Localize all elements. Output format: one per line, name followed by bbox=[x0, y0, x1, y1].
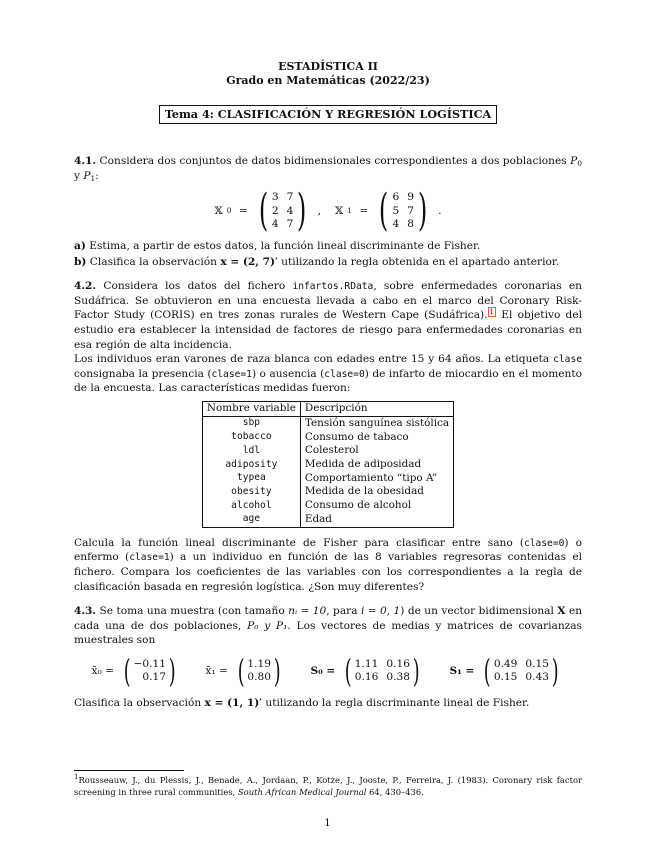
table-row bbox=[202, 458, 453, 472]
matrix-cell: 0.49 bbox=[493, 657, 518, 670]
variable-description-cell: Consumo de tabaco bbox=[304, 430, 409, 443]
matrix-cell: 7 bbox=[286, 217, 294, 230]
matrix-cell: 8 bbox=[407, 217, 414, 230]
exercise-4-1 bbox=[74, 154, 582, 269]
variable-description-cell: Colesterol bbox=[304, 444, 359, 457]
exercise-4-3 bbox=[74, 604, 582, 711]
matrix-cell: 2 bbox=[271, 204, 279, 217]
ex3-paragraph-1: 4.3. Se toma una muestra (con tamaño nᵢ = 10, para i = 0, 1) de un vector bidimensional X en cada una de dos poblaciones, P₀ y P₁. Los vectores de medias y matrices de covarianzas muestrales son bbox=[74, 605, 583, 647]
table-row bbox=[202, 485, 453, 499]
vector-cell: 0.80 bbox=[247, 671, 271, 684]
exercise-4-2 bbox=[74, 279, 582, 594]
ex2-paragraph-1: 4.2. Considera los datos del fichero infartos.RData, sobre enfermedades coronarias en Sudáfrica. Se obtuvieron en una encuesta llevada a cabo en el marco del Coronary Risk-Factor Study (CORIS) en tres zonas rurales de Western Cape (Sudáfrica). $^1$ El objetivo del estudio era establecer la intensidad de factores de riesgo para enfermedades coronarias en esa región de alta incidencia. bbox=[74, 280, 582, 351]
variable-description-cell: Comportamiento “tipo A” bbox=[304, 471, 438, 484]
matrix-x1: ( 6 9 5 7 4 8 ) bbox=[379, 185, 428, 237]
matrix-cell: 9 bbox=[407, 191, 414, 204]
vector-xbar1: ( 1.19 0.80 ) bbox=[237, 651, 281, 690]
vector-cell: 1.19 bbox=[247, 657, 271, 670]
variable-description-cell: Consumo de alcohol bbox=[304, 499, 412, 512]
ex1-item-a: a) Estima, a partir de estos datos, la función lineal discriminante de Fisher. bbox=[74, 239, 481, 252]
table-header-row bbox=[202, 402, 453, 417]
matrix-cell: 1.11 bbox=[354, 657, 379, 670]
matrix-x0: ( 3 7 2 4 4 7 ) bbox=[258, 185, 307, 237]
matrix-cell: 0.16 bbox=[386, 657, 410, 670]
header bbox=[74, 60, 582, 89]
variable-name-cell: tobacco bbox=[202, 431, 300, 445]
matrix-cell: 0.43 bbox=[525, 671, 549, 684]
footnote-rule bbox=[74, 770, 184, 771]
matrix-cell: 4 bbox=[392, 217, 400, 230]
table-row bbox=[202, 444, 453, 458]
matrix-cell: 4 bbox=[286, 204, 294, 217]
matrix-cell: 7 bbox=[407, 204, 414, 217]
ex1-matrices: 𝕏 0 = ( 3 7 2 4 4 7 ) , 𝕏 1 = ( 6 9 5 7 4 8 ) . bbox=[214, 185, 442, 237]
table-row bbox=[202, 431, 453, 445]
topic-title: Tema 4: CLASIFICACIÓN Y REGRESIÓN LOGÍSTICA bbox=[159, 105, 497, 124]
table-row bbox=[202, 499, 453, 513]
variable-description-cell: Medida de la obesidad bbox=[304, 485, 424, 498]
matrix-cell: 3 bbox=[271, 191, 279, 204]
matrix-cell: 7 bbox=[286, 191, 294, 204]
variable-name-cell: ldl bbox=[202, 444, 300, 458]
variable-name-cell: sbp bbox=[202, 416, 300, 430]
degree-title: Grado en Matemáticas (2022/23) bbox=[226, 74, 430, 88]
matrix-cell: 6 bbox=[392, 191, 400, 204]
matrix-cell: 5 bbox=[392, 204, 400, 217]
vector-cell: 0.17 bbox=[142, 671, 166, 684]
variable-description-cell: Edad bbox=[304, 512, 332, 525]
course-title: ESTADÍSTICA II bbox=[278, 60, 378, 73]
matrix-cell: 0.38 bbox=[386, 671, 410, 684]
variable-name-cell: adiposity bbox=[202, 458, 300, 472]
vector-xbar0: ( −0.11 0.17 ) bbox=[123, 651, 176, 690]
footnote: $^1$Rousseauw, J., du Plessis, J., Benade, A., Jordaan, P., Kotze, J., Jooste, P., Ferreira, J. (1983). Coronary risk factor screening in three rural communities, South African Medical Journal 64, 430–436. bbox=[74, 773, 582, 797]
matrix-cell: 0.15 bbox=[525, 657, 549, 670]
variable-name-cell: alcohol bbox=[202, 499, 300, 513]
table-row bbox=[202, 513, 453, 527]
table-row bbox=[202, 416, 453, 430]
matrix-S1: ( 0.49 0.15 0.15 0.43 ) bbox=[484, 651, 559, 690]
variable-name-cell: typea bbox=[202, 472, 300, 486]
variables-table bbox=[202, 401, 454, 528]
matrix-cell: 0.15 bbox=[493, 671, 518, 684]
table-row bbox=[202, 472, 453, 486]
vector-cell: −0.11 bbox=[133, 657, 166, 670]
table-header: Descripción bbox=[300, 402, 453, 417]
ex2-paragraph-3: Calcula la función lineal discriminante de Fisher para clasificar entre sano (clase=0) o enfermo (clase=1) a un individuo en función de las 8 variables regresoras contenidas el fichero. Compara los coeficientes de las variables con los correspondientes a la regla de clasificación basada en regresión logística. ¿Son muy diferentes? bbox=[74, 536, 582, 593]
matrix-cell: 4 bbox=[271, 217, 279, 230]
variable-name-cell: obesity bbox=[202, 485, 300, 499]
variable-description-cell: Medida de adiposidad bbox=[304, 458, 422, 470]
footnote-link[interactable]: 1 bbox=[489, 308, 495, 317]
table-header: Nombre variable bbox=[202, 402, 300, 417]
page-content bbox=[74, 60, 582, 711]
variable-name-cell: age bbox=[202, 513, 300, 527]
ex3-paragraph-2: Clasifica la observación x = (1, 1)′ utilizando la regla discriminante lineal de Fisher. bbox=[74, 697, 530, 710]
variable-description-cell: Tensión sanguínea sistólica bbox=[304, 416, 450, 429]
ex2-paragraph-2: Los individuos eran varones de raza blanca con edades entre 15 y 64 años. La etiqueta clase consignaba la presencia (clase=1) o ausencia (clase=0) de infarto de miocardio en el momento de la encuesta. Las características medidas fueron: bbox=[74, 353, 583, 395]
ex1-item-b: b) Clasifica la observación x = (2, 7)′ utilizando la regla obtenida en el apartado anterior. bbox=[74, 255, 560, 268]
matrix-S0: ( 1.11 0.16 0.16 0.38 ) bbox=[345, 651, 420, 690]
ex1-intro: 4.1. Considera dos conjuntos de datos bidimensionales correspondientes a dos poblaciones $P_0$ y $P_1$: bbox=[74, 155, 582, 183]
ex3-vectors-matrices: x̄₀ = ( −0.11 0.17 ) x̄₁ = ( 1.19 0.80 ) S₀ = ( 1.11 0.16 0.16 0.38 ) S₁ = ( 0.49 0.15 0.15 0.43 ) bbox=[74, 656, 582, 686]
page-number: 1 bbox=[324, 817, 331, 829]
matrix-cell: 0.16 bbox=[354, 671, 379, 684]
